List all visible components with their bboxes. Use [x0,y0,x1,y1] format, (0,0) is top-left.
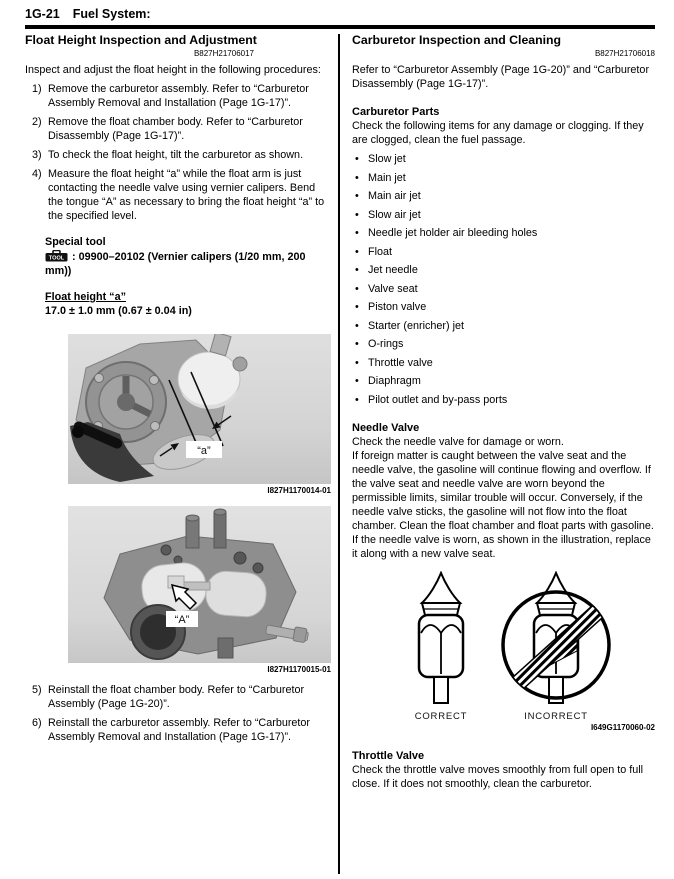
carburetor-part-item: • O-rings [352,337,655,351]
incorrect-label: INCORRECT [524,710,588,722]
special-tool-label: Special tool [45,236,106,248]
parts-intro: Check the following items for any damage or clogging. If they are clogged, clean the fuel passage. [352,120,644,146]
chapter-title: Fuel System: [72,7,151,21]
needle-correct-drawing [419,573,463,703]
subsection-title-needle-valve: Needle Valve [352,421,420,434]
throttle-valve-body: Check the throttle valve moves smoothly from full open to full close. If it does not smoothly, clean the carburetor. [352,763,644,790]
step-text: Measure the float height “a” while the float arm is just contacting the needle valve using vernier calipers. Bend the tongue “A” as necessary to bring the float height “a” to the specified level. [48,168,325,222]
special-tool-icon [45,250,68,262]
carburetor-part-item: • Main jet [352,171,655,185]
step-number: 3) [32,149,42,161]
section-intro: Inspect and adjust the float height in the following procedures: [25,64,321,76]
carburetor-part-item: • Needle jet holder air bleeding holes [352,226,655,240]
needle-incorrect-drawing [502,573,612,703]
special-tool-value: : 09900–20102 (Vernier calipers (1/20 mm, 200 mm)) [45,251,306,277]
carburetor-part-item: • Starter (enricher) jet [352,319,655,333]
needle-valve-body: If foreign matter is caught between the valve seat and the needle valve, the gasoline will continue flowing and overflow. If the valve seat and needle valve are worn beyond the permissible limits, similar trouble will occur. Conversely, if the needle valve sticks, the gasoline will not flow into the float chamber. Clean the float chamber and float parts with gasoline. If the needle valve is worn, as shown in the illustration, replace it along with a new valve seat. [352,449,654,560]
section-title-carb-inspection: Carburetor Inspection and Cleaning [352,33,562,47]
page-number: 1G-21 [25,7,60,21]
step-number: 6) [32,717,42,729]
carburetor-part-item: • Jet needle [352,263,655,277]
carburetor-part-item: • Float [352,245,655,259]
needle-valve-line1: Check the needle valve for damage or worn. [352,435,564,448]
tool-icon-text: TOOL [48,255,65,262]
procedure-step [25,716,332,744]
tongue-label-A [166,611,198,627]
special-tool-block [45,235,332,278]
figure-carburetor-tilt [68,334,331,496]
carburetor-tilt-photo [68,334,331,484]
step-number: 5) [32,684,42,696]
step-text: Reinstall the carburetor assembly. Refer to “Carburetor Assembly Removal and Installation (Page 1G-17)”. [48,717,311,743]
header-rule [25,25,655,29]
section-ref-code: B827H21706018 [594,49,655,58]
carburetor-part-item: • Diaphragm [352,374,655,388]
carburetor-part-item: • Main air jet [352,189,655,203]
figure-code: I827H1170014-01 [267,486,331,495]
figure-code: I827H1170015-01 [267,665,331,674]
step-number: 2) [32,116,42,128]
figure-float-tongue [68,506,331,675]
subsection-title-carburetor-parts: Carburetor Parts [352,106,440,118]
procedure-step [25,148,332,162]
step-number: 4) [32,168,42,180]
section-ref-code: B827H21706017 [193,49,254,58]
correct-label: CORRECT [414,710,468,722]
dimension-label-a [186,441,222,458]
special-tool-line [45,250,317,278]
carburetor-part-item: • Valve seat [352,282,655,296]
procedure-step [25,82,332,110]
carburetor-part-item: • Pilot outlet and by-pass ports [352,393,655,407]
spec-value: 17.0 ± 1.0 mm (0.67 ± 0.04 in) [45,305,192,317]
step-text: Reinstall the float chamber body. Refer to “Carburetor Assembly (Page 1G-20)”. [48,684,305,710]
carburetor-parts-list [352,152,655,407]
tongue-label-A-text: “A” [174,614,190,626]
page-header [25,7,151,21]
procedure-step [25,167,332,223]
left-column [25,33,332,744]
section-intro: Refer to “Carburetor Assembly (Page 1G-20)” and “Carburetor Disassembly (Page 1G-17)”. [352,64,650,90]
step-text: Remove the float chamber body. Refer to “Carburetor Disassembly (Page 1G-17)”. [48,116,303,142]
step-number: 1) [32,83,42,95]
procedure-step [25,683,332,711]
dimension-label-a-text: “a” [197,445,211,457]
step-text: To check the float height, tilt the carburetor as shown. [48,149,304,161]
needle-valve-drawing [378,571,628,723]
figure-needle-valve [378,571,628,723]
procedure-step [25,115,332,143]
step-text: Remove the carburetor assembly. Refer to “Carburetor Assembly Removal and Installation (Page 1G-17)”. [48,83,309,109]
column-divider [338,34,340,874]
spec-label: Float height “a” [45,291,126,303]
right-column [352,33,655,791]
carburetor-part-item: • Slow jet [352,152,655,166]
figure-code: I649G1170060-02 [590,722,655,732]
subsection-title-throttle-valve: Throttle Valve [352,749,425,762]
carburetor-part-item: • Throttle valve [352,356,655,370]
section-title-float-height: Float Height Inspection and Adjustment [25,33,257,47]
float-tongue-photo [68,506,331,663]
float-height-spec [45,290,332,318]
carburetor-part-item: • Slow air jet [352,208,655,222]
carburetor-part-item: • Piston valve [352,300,655,314]
